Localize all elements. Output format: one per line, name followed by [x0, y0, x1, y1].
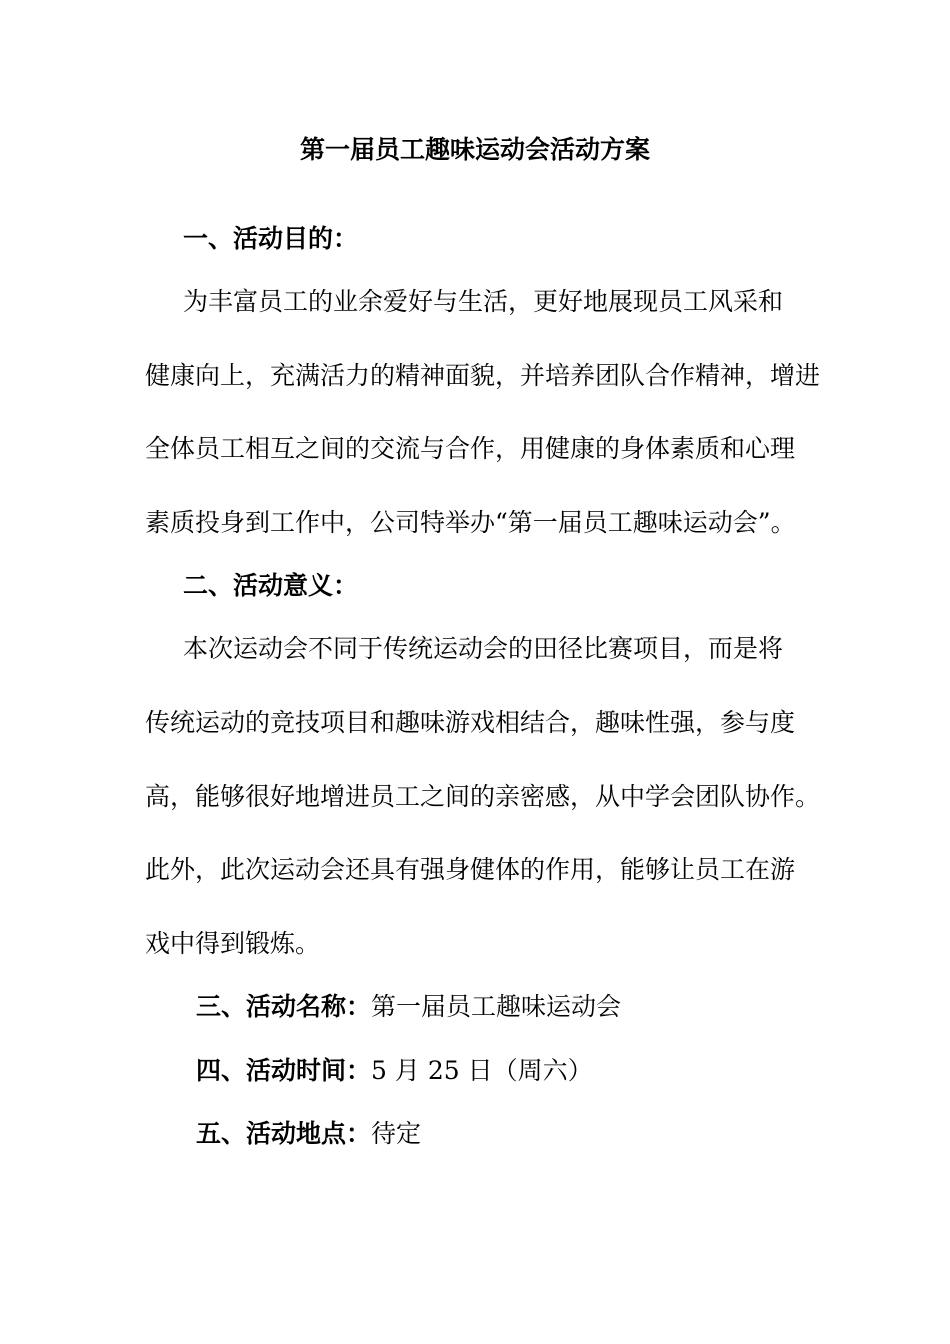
activity-location-value: 待定: [371, 1119, 422, 1148]
paragraph-line: 本次运动会不同于传统运动会的田径比赛项目，而是将: [183, 634, 784, 663]
section-heading-significance: 二、活动意义：: [183, 571, 359, 600]
activity-location-label: 五、活动地点：: [196, 1119, 372, 1148]
paragraph-line: 此外，此次运动会还具有强身健体的作用，能够让员工在游: [145, 855, 796, 884]
paragraph-line: 传统运动的竞技项目和趣味游戏相结合，趣味性强，参与度: [145, 708, 796, 737]
activity-time-label: 四、活动时间：: [196, 1056, 372, 1085]
paragraph-line: 戏中得到锻炼。: [145, 929, 321, 958]
activity-name-value: 第一届员工趣味运动会: [371, 992, 622, 1021]
activity-location-row: [196, 1117, 421, 1151]
section-heading-purpose: 一、活动目的：: [183, 224, 359, 253]
paragraph-line: 全体员工相互之间的交流与合作，用健康的身体素质和心理: [145, 434, 796, 463]
activity-name-label: 三、活动名称：: [196, 992, 372, 1021]
activity-time-value: 5 月 25 日（周六）: [371, 1056, 593, 1085]
activity-name-row: [196, 990, 621, 1024]
activity-time-row: [196, 1054, 593, 1088]
paragraph-line: 高，能够很好地增进员工之间的亲密感，从中学会团队协作。: [145, 782, 821, 811]
page-title: 第一届员工趣味运动会活动方案: [299, 135, 650, 164]
paragraph-line: 为丰富员工的业余爱好与生活，更好地展现员工风采和: [183, 287, 784, 316]
paragraph-line: 健康向上，充满活力的精神面貌，并培养团队合作精神，增进: [145, 361, 821, 390]
paragraph-line: 素质投身到工作中，公司特举办“第一届员工趣味运动会”。: [145, 508, 796, 537]
